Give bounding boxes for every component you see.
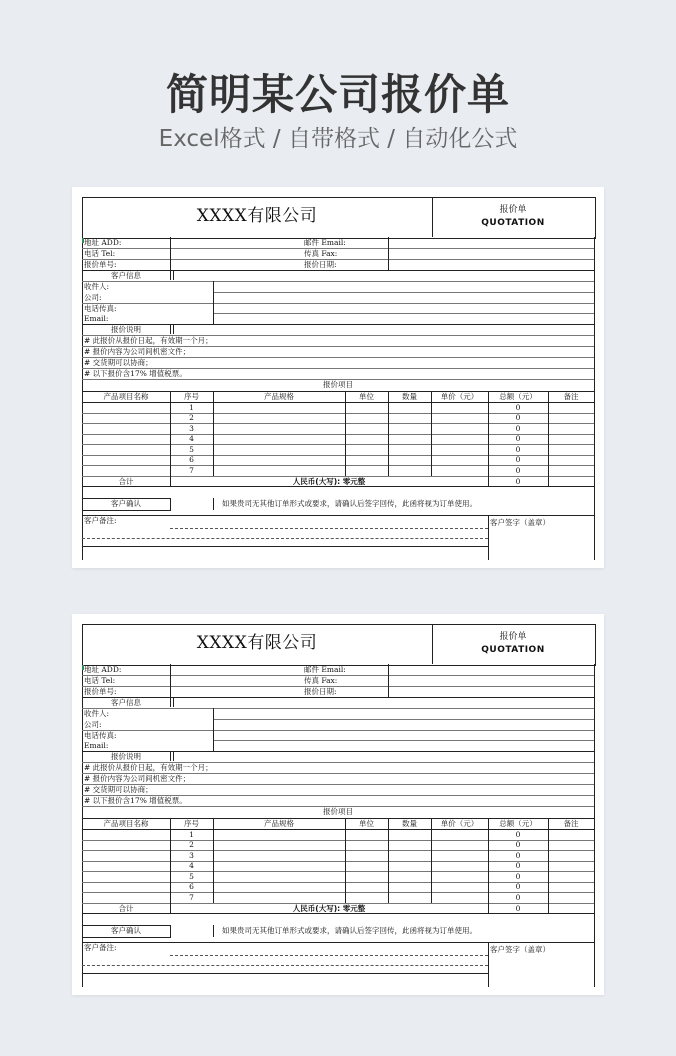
doc-title-en: QUOTATION — [481, 218, 545, 228]
note-line: # 此报价从报价日起，有效期一个月； — [84, 763, 213, 772]
quotation-sheet — [82, 624, 596, 987]
notes-section-label: 报价说明 — [111, 325, 141, 334]
banner-subtitle: Excel格式 / 自带格式 / 自动化公式 — [158, 126, 518, 152]
row-total: 0 — [515, 423, 521, 433]
row-total: 0 — [515, 840, 521, 849]
row-total: 0 — [515, 455, 521, 464]
company-name: XXXX有限公司 — [196, 206, 318, 226]
signature-label: 客户签字（盖章） — [490, 945, 550, 954]
fax-label: 传真 Fax: — [304, 676, 338, 685]
items-section-label: 报价项目 — [323, 807, 353, 816]
customer-section-label: 客户信息 — [111, 271, 141, 280]
quotation-preview-2 — [72, 614, 604, 995]
signature-label: 客户签字（盖章） — [490, 518, 550, 527]
row-total: 0 — [515, 861, 521, 870]
sum-total: 0 — [515, 903, 521, 913]
sum-label: 合计 — [118, 476, 134, 486]
row-no: 2 — [189, 840, 194, 849]
column-header: 备注 — [563, 819, 579, 828]
note-line: # 以下报价含17% 增值税票。 — [84, 369, 187, 378]
column-header: 产品规格 — [264, 392, 294, 401]
row-total: 0 — [515, 465, 521, 475]
row-no: 7 — [189, 892, 194, 902]
row-no: 2 — [189, 413, 194, 422]
company-name: XXXX有限公司 — [196, 633, 318, 653]
note-line: # 此报价从报价日起，有效期一个月； — [84, 336, 213, 345]
column-header: 产品项目名称 — [103, 819, 149, 828]
row-no: 6 — [189, 455, 194, 464]
tel-label: 电话 Tel: — [84, 249, 116, 258]
address-label: 地址 ADD: — [84, 665, 122, 674]
column-header: 备注 — [563, 392, 579, 401]
company-label: 公司: — [84, 720, 102, 729]
recipient-label: 收件人: — [84, 709, 110, 718]
confirm-note: 如果贵司无其他订单形式或要求，请确认后签字回传，此函将视为订单使用。 — [222, 499, 477, 508]
row-no: 7 — [189, 465, 194, 475]
row-no: 5 — [189, 871, 194, 881]
column-header: 总额（元） — [499, 392, 537, 401]
date-label: 报价日期: — [304, 260, 337, 269]
remark-label: 客户备注: — [84, 943, 117, 952]
row-total: 0 — [515, 829, 521, 839]
column-header: 序号 — [184, 392, 199, 401]
column-header: 总额（元） — [499, 819, 537, 828]
quote-no-label: 报价单号: — [84, 260, 117, 269]
tel-label: 电话 Tel: — [84, 676, 116, 685]
customer-email-label: Email: — [84, 314, 109, 323]
note-line: # 报价内容为公司间机密文件； — [84, 347, 191, 356]
fax-label: 传真 Fax: — [304, 249, 338, 258]
row-no: 3 — [189, 423, 194, 433]
customer-section-label: 客户信息 — [111, 698, 141, 707]
row-total: 0 — [515, 871, 521, 881]
column-header: 单位 — [359, 392, 374, 401]
sum-label: 合计 — [118, 903, 134, 913]
customer-confirm-label: 客户确认 — [111, 926, 141, 935]
note-line: # 交货期可以协商； — [84, 358, 153, 367]
date-label: 报价日期: — [304, 687, 337, 696]
doc-title-en: QUOTATION — [481, 645, 545, 655]
column-header: 单价（元） — [440, 819, 479, 828]
column-header: 产品项目名称 — [103, 392, 149, 401]
note-line: # 报价内容为公司间机密文件； — [84, 774, 191, 783]
row-total: 0 — [515, 413, 521, 422]
row-no: 1 — [189, 829, 194, 839]
row-total: 0 — [515, 850, 521, 860]
quote-no-label: 报价单号: — [84, 687, 117, 696]
row-total: 0 — [515, 444, 521, 454]
row-total: 0 — [515, 434, 521, 443]
rmb-amount: 人民币(大写): 零元整 — [292, 476, 366, 486]
rmb-amount: 人民币(大写): 零元整 — [292, 903, 366, 913]
company-label: 公司: — [84, 293, 102, 302]
tel-fax-label: 电话传真: — [84, 731, 117, 740]
note-line: # 交货期可以协商； — [84, 785, 153, 794]
recipient-label: 收件人: — [84, 282, 110, 291]
column-header: 数量 — [402, 819, 417, 828]
remark-label: 客户备注: — [84, 516, 117, 525]
row-no: 1 — [189, 402, 194, 412]
column-header: 序号 — [184, 819, 199, 828]
quotation-sheet — [82, 197, 596, 560]
column-header: 产品规格 — [264, 819, 294, 828]
sum-total: 0 — [515, 476, 521, 486]
tel-fax-label: 电话传真: — [84, 304, 117, 313]
customer-email-label: Email: — [84, 741, 109, 750]
confirm-note: 如果贵司无其他订单形式或要求，请确认后签字回传，此函将视为订单使用。 — [222, 926, 477, 935]
row-total: 0 — [515, 402, 521, 412]
column-header: 单位 — [359, 819, 374, 828]
quotation-preview-1 — [72, 187, 604, 568]
column-header: 单价（元） — [440, 392, 479, 401]
row-no: 3 — [189, 850, 194, 860]
row-no: 6 — [189, 882, 194, 891]
notes-section-label: 报价说明 — [111, 752, 141, 761]
row-total: 0 — [515, 892, 521, 902]
note-line: # 以下报价含17% 增值税票。 — [84, 796, 187, 805]
row-no: 5 — [189, 444, 194, 454]
email-label: 邮件 Email: — [304, 665, 346, 674]
doc-title-cn: 报价单 — [499, 205, 527, 215]
address-label: 地址 ADD: — [84, 238, 122, 247]
column-header: 数量 — [402, 392, 417, 401]
items-section-label: 报价项目 — [323, 380, 353, 389]
row-no: 4 — [189, 861, 194, 870]
row-total: 0 — [515, 882, 521, 891]
email-label: 邮件 Email: — [304, 238, 346, 247]
banner-title: 简明某公司报价单 — [165, 70, 510, 119]
doc-title-cn: 报价单 — [499, 632, 527, 642]
customer-confirm-label: 客户确认 — [111, 499, 141, 508]
row-no: 4 — [189, 434, 194, 443]
